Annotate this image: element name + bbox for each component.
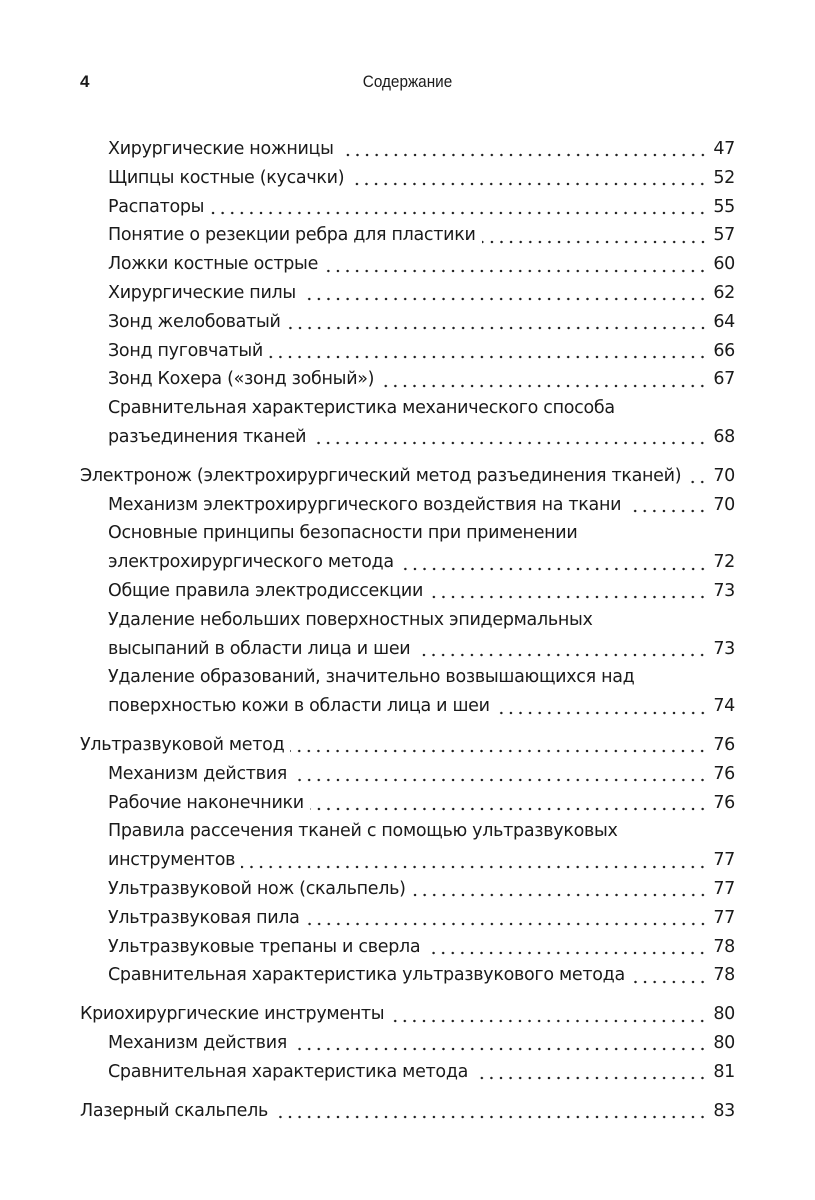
toc-page-number: 77 (713, 907, 735, 928)
toc-entry-title: Криохирургические инструменты (80, 1004, 385, 1025)
dot-leader (302, 297, 707, 301)
toc-page-number: 76 (713, 792, 735, 813)
toc-entry[interactable] (80, 164, 735, 193)
toc-page-number: 80 (713, 1004, 735, 1025)
dot-leader (390, 1019, 707, 1023)
toc-entry-title: Хирургические пилы (108, 282, 296, 303)
dot-leader (306, 922, 708, 926)
toc-page-number: 52 (713, 167, 735, 188)
dot-leader (380, 384, 707, 388)
toc-entry[interactable] (80, 817, 735, 875)
toc-page-number: 70 (713, 494, 735, 515)
toc-page-number: 70 (713, 465, 735, 486)
dot-leader (474, 1076, 707, 1080)
toc-page-number: 72 (713, 552, 735, 573)
dot-leader (274, 1115, 707, 1119)
toc-entry-title: Лазерный скальпель (80, 1100, 268, 1121)
toc-entry-title: Сравнительная характеристика механического способа (108, 398, 615, 419)
toc-entry-title: Электронож (электрохирургический метод разъединения тканей) (80, 465, 682, 486)
toc-entry[interactable] (80, 337, 735, 366)
toc-entry[interactable] (80, 760, 735, 789)
dot-leader (290, 749, 707, 753)
toc-entry[interactable] (80, 731, 735, 760)
toc-entry[interactable] (80, 193, 735, 222)
toc-entry-title: Щипцы костные (кусачки) (108, 167, 345, 188)
toc-page-number: 83 (713, 1100, 735, 1121)
toc-page-number: 78 (713, 936, 735, 957)
toc-entry-title: Хирургические ножницы (108, 139, 334, 159)
toc-entry-title: Ультразвуковая пила (108, 907, 300, 928)
dot-leader (631, 980, 707, 984)
toc-entry[interactable] (80, 308, 735, 337)
dot-leader (429, 595, 707, 599)
toc-page-number: 67 (713, 369, 735, 390)
toc-entry[interactable] (80, 1029, 735, 1058)
dot-leader (210, 211, 707, 215)
toc-section (80, 1000, 735, 1086)
toc-entry-title: высыпаний в области лица и шеи (108, 638, 411, 659)
toc-entry[interactable] (80, 577, 735, 606)
dot-leader (269, 355, 707, 359)
toc-page-number: 77 (713, 850, 735, 871)
toc-section (80, 1097, 735, 1126)
toc-entry-title: Зонд пуговчатый (108, 340, 263, 361)
dot-leader (412, 893, 708, 897)
toc-entry-title: поверхностью кожи в области лица и шеи (108, 696, 490, 717)
toc-entry[interactable] (80, 279, 735, 308)
toc-page-number: 57 (713, 225, 735, 246)
toc-entry[interactable] (80, 250, 735, 279)
toc-page-number: 66 (713, 340, 735, 361)
toc-entry[interactable] (80, 875, 735, 904)
toc-entry[interactable] (80, 519, 735, 577)
toc-entry-title: Распаторы (108, 196, 205, 217)
dot-leader (310, 807, 707, 811)
toc-page-number: 73 (713, 638, 735, 659)
toc-entry-title: Зонд желобоватый (108, 311, 281, 332)
dot-leader (496, 711, 708, 715)
dot-leader (426, 951, 707, 955)
toc-page-number: 78 (713, 965, 735, 986)
toc-entry[interactable] (80, 221, 735, 250)
toc-page-number: 76 (713, 763, 735, 784)
toc-entry[interactable] (80, 904, 735, 933)
dot-leader (416, 653, 707, 657)
toc-entry-title: Ультразвуковой метод (80, 734, 285, 755)
toc-entry-title: инструментов (108, 850, 236, 871)
toc-entry-title: Общие правила электродиссекции (108, 580, 424, 601)
toc-entry-title: Удаление образований, значительно возвышающихся над (108, 667, 635, 688)
toc-entry[interactable] (80, 1058, 735, 1087)
dot-leader (340, 153, 708, 157)
toc-entry[interactable] (80, 1000, 735, 1029)
toc-section (80, 731, 735, 990)
toc-entry[interactable] (80, 1097, 735, 1126)
toc-entry-title: Основные принципы безопасности при применении (108, 523, 578, 544)
toc-entry-title: Зонд Кохера («зонд зобный») (108, 369, 375, 390)
toc-page-number: 68 (713, 426, 735, 447)
toc-entry[interactable] (80, 933, 735, 962)
toc-page-number: 80 (713, 1032, 735, 1053)
toc-entry[interactable] (80, 789, 735, 818)
toc-entry[interactable] (80, 491, 735, 520)
toc-page-number: 76 (713, 734, 735, 755)
toc-entry-title: Механизм электрохирургического воздействия на ткани (108, 494, 622, 515)
toc-entry-title: Механизм действия (108, 1032, 288, 1053)
toc-entry-title: Ложки костные острые (108, 254, 319, 275)
toc-page-number: 47 (713, 139, 735, 159)
toc-entry[interactable] (80, 462, 735, 491)
dot-leader (293, 778, 707, 782)
toc-entry-title: электрохирургического метода (108, 552, 394, 573)
toc-entry-title: Понятие о резекции ребра для пластики (108, 225, 476, 246)
toc-entry-title: Ультразвуковые трепаны и сверла (108, 936, 421, 957)
toc-entry[interactable] (80, 606, 735, 664)
toc-entry[interactable] (80, 135, 735, 164)
toc-entry-title: Сравнительная характеристика метода (108, 1061, 469, 1082)
dot-leader (293, 1047, 707, 1051)
toc-page-number: 81 (713, 1061, 735, 1082)
toc-entry-title: Удаление небольших поверхностных эпидермальных (108, 609, 593, 630)
table-of-contents (80, 135, 735, 1135)
toc-entry-title: Сравнительная характеристика ультразвукового метода (108, 965, 625, 986)
toc-entry[interactable] (80, 365, 735, 394)
running-title: Содержание (362, 72, 453, 91)
dot-leader (287, 326, 708, 330)
page-number: 4 (80, 72, 90, 91)
toc-entry-title: Ультразвуковой нож (скальпель) (108, 878, 406, 899)
toc-section (80, 462, 735, 721)
dot-leader (627, 509, 707, 513)
toc-page-number: 55 (713, 196, 735, 217)
dot-leader (312, 441, 707, 445)
toc-page-number: 60 (713, 254, 735, 275)
dot-leader (324, 269, 707, 273)
toc-entry[interactable] (80, 961, 735, 990)
toc-entry[interactable] (80, 394, 735, 452)
dot-leader (687, 480, 707, 484)
toc-page-number: 62 (713, 282, 735, 303)
dot-leader (241, 865, 707, 869)
toc-section (80, 135, 735, 452)
dot-leader (350, 182, 707, 186)
toc-entry[interactable] (80, 663, 735, 721)
dot-leader (482, 240, 708, 244)
toc-page-number: 77 (713, 878, 735, 899)
dot-leader (400, 567, 708, 571)
toc-entry-title: Рабочие наконечники (108, 792, 304, 813)
toc-entry-title: Механизм действия (108, 763, 288, 784)
toc-page-number: 74 (713, 696, 735, 717)
toc-page-number: 64 (713, 311, 735, 332)
toc-entry-title: Правила рассечения тканей с помощью ультразвуковых (108, 821, 618, 842)
toc-page-number: 73 (713, 580, 735, 601)
toc-entry-title: разъединения тканей (108, 426, 307, 447)
